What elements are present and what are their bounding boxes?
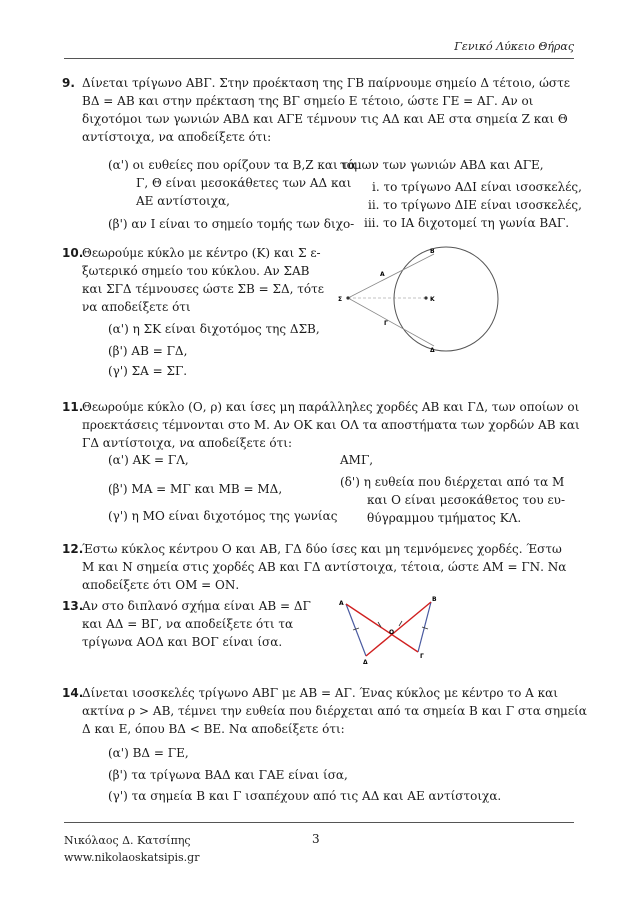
header-rule [64,58,574,59]
problem-text-line: ΓΔ αντίστοιχα, να αποδείξετε ότι: [82,436,292,450]
problem-text-line: Μ και Ν σημεία στις χορδές ΑΒ και ΓΔ αντίστοιχα, τέτοια, ώστε ΑΜ = ΓΝ. Να [82,560,567,574]
segment-AD [346,604,366,656]
header-school: Γενικό Λύκειο Θήρας [454,40,574,53]
label-G: Γ [420,653,424,660]
problem-text-line: αντίστοιχα, να αποδείξετε ότι: [82,130,272,144]
roman-item: ii. το τρίγωνο ΔΙΕ είναι ισοσκελές, [368,198,582,212]
circle-secant-figure [336,244,526,362]
problem-number: 10. [62,246,84,260]
problem-text-line: Θεωρούμε κύκλο με κέντρο (Κ) και Σ ε- [82,246,321,260]
footer-author: Νικόλαος Δ. Κατσίπης [64,834,191,847]
sub-item: (γ') τα σημεία Β και Γ ισαπέχουν από τις ΑΔ και ΑΕ αντίστοιχα. [108,789,502,803]
problem-text-line: Δίνεται ισοσκελές τρίγωνο ΑΒΓ με ΑΒ = ΑΓ. Ένας κύκλος με κέντρο το Α και [82,686,558,700]
problem-10 [62,244,346,316]
segment-AG [346,604,418,652]
problem-number: 14. [62,686,84,700]
tick-mark [399,621,402,626]
problem-14 [62,684,587,738]
circle [394,247,498,351]
label-D: Δ [363,659,368,666]
problem-9 [62,74,570,146]
sub-item: (α') οι ευθείες που ορίζουν τα Β,Ζ και τα [108,158,357,172]
problem-text-line: Έστω κύκλος κέντρου Ο και ΑΒ, ΓΔ δύο ίσες και μη τεμνόμενες χορδές. Έστω [82,542,562,556]
problem-text-line: ξωτερικό σημείο του κύκλου. Αν ΣΑΒ [82,264,310,278]
sub-item-cont: ΑΜΓ, [340,453,374,467]
problem-number: 13. [62,599,84,613]
label-B: Β [432,596,437,603]
sub-item: (α') ΒΔ = ΓΕ, [108,746,189,760]
segment-BD [366,602,431,656]
sub-item-cont: ΑΕ αντίστοιχα, [136,194,230,208]
problem-text-line: ακτίνα ρ > ΑΒ, τέμνει την ευθεία που διέρχεται από τα σημεία Β και Γ στα σημεία [82,704,587,718]
problem-text-line: και ΣΓΔ τέμνουσες ώστε ΣΒ = ΣΔ, τότε [82,282,324,296]
label-K: Κ [430,296,435,303]
label-S: Σ [338,296,343,303]
sub-item-cont: Γ, Θ είναι μεσοκάθετες των ΑΔ και [136,176,352,190]
problem-text-line: και ΑΔ = ΒΓ, να αποδείξετε ότι τα [82,617,294,631]
problem-text-line: να αποδείξετε ότι [82,300,191,314]
roman-item: iii. το ΙΑ διχοτομεί τη γωνία ΒΑΓ. [364,216,570,230]
problem-12 [62,540,567,594]
sub-item: (δ') η ευθεία που διέρχεται από τα Μ [340,475,565,489]
sub-item: (β') τα τρίγωνα ΒΑΔ και ΓΑΕ είναι ίσα, [108,768,348,782]
label-A: Α [380,271,385,278]
problem-text-line: Θεωρούμε κύκλο (Ο, ρ) και ίσες μη παράλληλες χορδές ΑΒ και ΓΔ, των οποίων οι [82,400,580,414]
problem-13 [62,597,346,651]
label-D: Δ [430,347,435,354]
problem-number: 11. [62,400,84,414]
sub-item: (β') ΑΒ = ΓΔ, [108,344,188,358]
footer-rule [64,822,574,823]
secant-line [348,298,434,346]
problem-text-line: Δίνεται τρίγωνο ΑΒΓ. Στην προέκταση της ΓΒ παίρνουμε σημείο Δ τέτοιο, ώστε [82,76,570,90]
sub-item: (γ') ΣΑ = ΣΓ. [108,364,188,378]
label-G: Γ [384,320,388,327]
problem-text-line: Δ και Ε, όπου ΒΔ < ΒΕ. Να αποδείξετε ότι: [82,722,345,736]
footer-website: www.nikolaoskatsipis.gr [64,851,200,864]
segment-BG [418,602,431,652]
sub-item: (β') ΜΑ = ΜΓ και ΜΒ = ΜΔ, [108,482,283,496]
sub-item-cont: και Ο είναι μεσοκάθετος του ευ- [367,493,566,507]
problem-text-line: διχοτόμοι των γωνιών ΑΒΔ και ΑΓΕ τέμνουν τις ΑΔ και ΑΕ στα σημεία Ζ και Θ [82,112,568,126]
sub-item-cont: τόμων των γωνιών ΑΒΔ και ΑΓΕ, [340,158,544,172]
sub-item: (α') η ΣΚ είναι διχοτόμος της ΔΣΒ, [108,322,320,336]
problem-text-line: ΒΔ = ΑΒ και στην πρέκταση της ΒΓ σημείο Ε τέτοιο, ώστε ΓΕ = ΑΓ. Αν οι [82,94,534,108]
problem-number: 9. [62,76,75,90]
problem-text-line: τρίγωνα ΑΟΔ και ΒΟΓ είναι ίσα. [82,635,283,649]
sub-item-cont: θύγραμμου τμήματος ΚΛ. [367,511,522,525]
crossed-triangles-figure [336,594,444,666]
problem-11 [62,398,580,452]
footer-author-block [64,832,199,866]
sub-item: (α') ΑΚ = ΓΛ, [108,453,189,467]
label-B: Β [430,248,435,255]
problem-text-line: Αν στο διπλανό σχήμα είναι ΑΒ = ΔΓ [82,599,311,613]
label-O: Ο [389,629,395,636]
point [346,296,349,299]
secant-line [348,254,434,298]
sub-item: (γ') η ΜΟ είναι διχοτόμος της γωνίας [108,509,338,523]
sub-item: (β') αν Ι είναι το σημείο τομής των διχο- [108,217,355,231]
label-A: Α [339,600,344,607]
problem-text-line: αποδείξετε ότι ΟΜ = ΟΝ. [82,578,240,592]
problem-number: 12. [62,542,84,556]
roman-item: i. το τρίγωνο ΑΔΙ είναι ισοσκελές, [372,180,582,194]
point [424,296,427,299]
page-number: 3 [312,832,320,846]
problem-text-line: προεκτάσεις τέμνονται στο Μ. Αν ΟΚ και ΟΛ τα αποστήματα των χορδών ΑΒ και [82,418,580,432]
